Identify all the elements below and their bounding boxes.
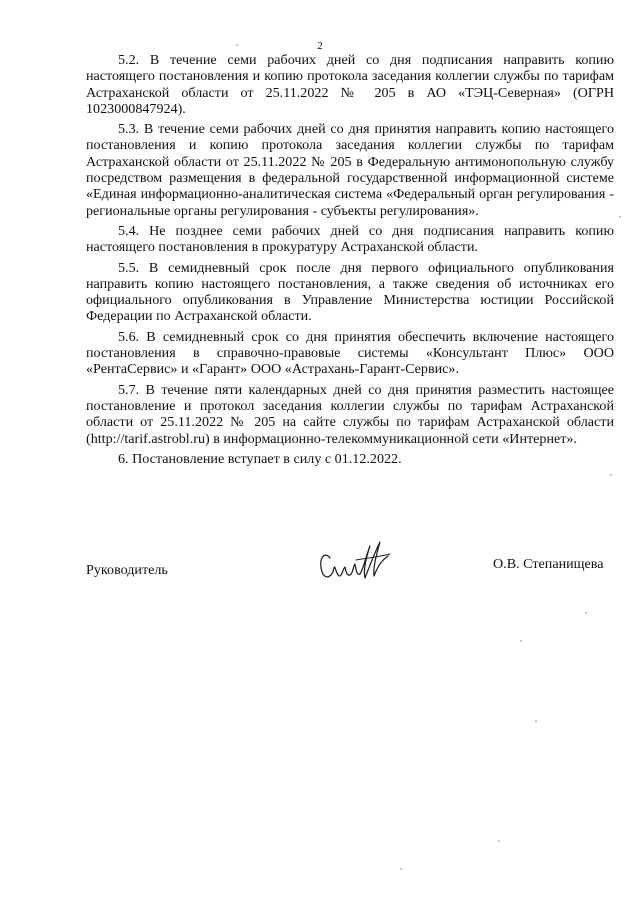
scan-speck	[535, 720, 537, 722]
scan-speck	[498, 840, 500, 842]
document-body	[86, 52, 614, 471]
paragraph-5-2: 5.2. В течение семи рабочих дней со дня подписания направить копию настоящего постановления и копию протокола заседания коллегии службы по тарифам Астраханской области от 25.11.2022 № 205 в АО «ТЭЦ-Северная» (ОГРН 1023000847924).	[86, 52, 614, 117]
scan-speck	[236, 44, 238, 46]
paragraph-5-6: 5.6. В семидневный срок со дня принятия обеспечить включение настоящего постановления в справочно-правовые системы «Консультант Плюс» ООО «РентаСервис» и «Гарант» ООО «Астрахань-Гарант-Сервис».	[86, 328, 614, 378]
scan-speck	[610, 474, 612, 476]
paragraph-6: 6. Постановление вступает в силу с 01.12.2022.	[118, 450, 402, 467]
paragraph-5-3: 5.3. В течение семи рабочих дней со дня принятия направить копию настоящего постановления и копию протокола заседания коллегии службы по тарифам Астраханской области от 25.11.2022 № 205 в Федеральную антимонопольную службу посредством размещения в федеральной государственной информационной системе «Единая информационно-аналитическая система «Федеральный орган регулирования - региональные органы регулирования - субъекты регулирования».	[86, 121, 614, 219]
paragraph-5-5: 5.5. В семидневный срок после дня первого официального опубликования направить копию настоящего постановления, а также сведения об источниках его официального опубликования в Управление Министерства юстиции Российской Федерации по Астраханской области.	[86, 259, 614, 325]
signer-name: О.В. Степанищева	[493, 556, 604, 572]
scan-speck	[400, 868, 402, 870]
scan-speck	[619, 216, 621, 218]
signer-position-title: Руководитель	[86, 562, 168, 578]
page-number: 2	[317, 40, 323, 52]
paragraph-5-7: 5.7. В течение пяти календарных дней со дня принятия разместить настоящее постановление и протокол заседания коллегии службы по тарифам Астраханской области от 25.11.2022 № 205 на сайте службы по тарифам Астраханской области (http://tarif.astrobl.ru) в информационно-телекоммуникационной сети «Интернет».	[86, 381, 614, 447]
paragraph-5-4: 5.4. Не позднее семи рабочих дней со дня подписания направить копию настоящего постановления в прокуратуру Астраханской области.	[86, 222, 614, 256]
handwritten-signature	[316, 538, 396, 586]
scan-speck	[520, 640, 522, 642]
scan-speck	[585, 612, 587, 614]
